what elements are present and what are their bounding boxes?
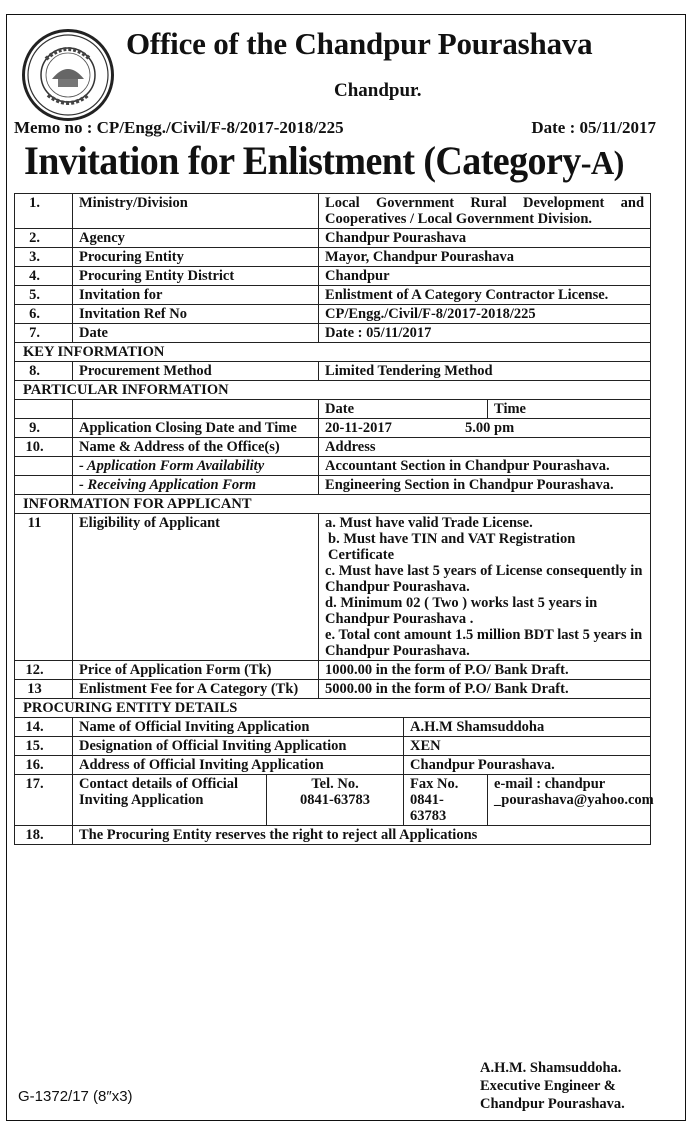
signatory-name: A.H.M. Shamsuddoha. [480,1060,622,1076]
row-label: - Receiving Application Form [73,476,319,495]
invitation-table [14,193,654,845]
signatory-office: Chandpur Pourashava. [480,1096,625,1112]
table-row [15,419,651,438]
row-label: Designation of Official Inviting Application [73,737,404,756]
row-label: - Application Form Availability [73,457,319,476]
row-value: CP/Engg./Civil/F-8/2017-2018/225 [319,305,651,324]
row-label: Procuring Entity [73,248,319,267]
memo-number: Memo no : CP/Engg./Civil/F-8/2017-2018/225 [14,118,344,137]
row-label: Name & Address of the Office(s) [73,438,319,457]
row-value: Limited Tendering Method [319,362,651,381]
closing-date-time [319,419,651,438]
row-value: Mayor, Chandpur Pourashava [319,248,651,267]
section-key-information: KEY INFORMATION [15,343,651,362]
table-row [15,756,651,775]
row-number: 8. [15,362,73,381]
row-number: 3. [15,248,73,267]
row-number: 7. [15,324,73,343]
list-item: b. Must have TIN and VAT Registration Certificate [328,531,576,563]
table-row [15,775,651,826]
row-number: 18. [15,826,73,845]
section-header-row [15,343,651,362]
row-label: Date [73,324,319,343]
row-value: Enlistment of A Category Contractor License. [319,286,651,305]
fax-number: 0841-63783 [410,792,447,824]
row-number: 11 [15,514,73,661]
row-label: Procuring Entity District [73,267,319,286]
signatory-designation: Executive Engineer & [480,1078,616,1094]
row-label: Invitation for [73,286,319,305]
table-row [15,737,651,756]
table-row [15,194,651,229]
row-value: A.H.M Shamsuddoha [404,718,651,737]
table-row [15,661,651,680]
section-procuring-entity-details: PROCURING ENTITY DETAILS [15,699,651,718]
tel-label: Tel. No. [311,776,359,792]
row-value: Local Government Rural Development and Cooperatives / Local Government Division. [319,194,651,229]
list-item: c. Must have last 5 years of License consequently in Chandpur Pourashava. [325,563,643,595]
municipal-seal-icon [22,29,114,121]
table-row [15,476,651,495]
tel-cell [267,775,404,826]
row-number: 13 [15,680,73,699]
row-number: 5. [15,286,73,305]
row-label: Agency [73,229,319,248]
table-row [15,826,651,845]
row-label: Procurement Method [73,362,319,381]
row-number: 15. [15,737,73,756]
section-header-row [15,699,651,718]
fax-label: Fax No. [410,776,459,792]
list-item: a. Must have valid Trade License. [325,515,533,531]
row-number: 10. [15,438,73,457]
row-number: 6. [15,305,73,324]
office-title: Office of the Chandpur Pourashava [126,26,593,61]
closing-time: 5.00 pm [465,420,515,436]
office-subtitle: Chandpur. [334,80,422,101]
govt-ad-code: G-1372/17 (8″x3) [18,1088,133,1105]
date-time-header-row [15,400,651,419]
table-row [15,229,651,248]
row-number: 12. [15,661,73,680]
row-value: Chandpur Pourashava. [404,756,651,775]
table-row [15,680,651,699]
table-row [15,286,651,305]
table-row [15,324,651,343]
row-number: 9. [15,419,73,438]
fax-cell [404,775,488,826]
row-value: Chandpur [319,267,651,286]
row-label: Ministry/Division [73,194,319,229]
row-label: Address of Official Inviting Application [73,756,404,775]
row-value: XEN [404,737,651,756]
row-label: Invitation Ref No [73,305,319,324]
table-row [15,457,651,476]
row-number: 14. [15,718,73,737]
tel-number: 0841-63783 [299,792,371,808]
row-label: Enlistment Fee for A Category (Tk) [73,680,319,699]
signature-block [480,1059,625,1113]
row-number: 17. [15,775,73,826]
row-number: 4. [15,267,73,286]
row-label: Price of Application Form (Tk) [73,661,319,680]
row-number: 1. [15,194,73,229]
row-value: Accountant Section in Chandpur Pourashava. [319,457,651,476]
section-header-row [15,495,651,514]
date-column-header: Date [319,400,488,419]
row-text: The Procuring Entity reserves the right to reject all Applications [73,826,651,845]
row-value: Engineering Section in Chandpur Pourashava. [319,476,651,495]
table-row [15,248,651,267]
row-value: Chandpur Pourashava [319,229,651,248]
row-number: 2. [15,229,73,248]
row-label: Eligibility of Applicant [73,514,319,661]
row-label: Name of Official Inviting Application [73,718,404,737]
section-particular-information: PARTICULAR INFORMATION [15,381,651,400]
table-row [15,305,651,324]
table-row [15,438,651,457]
row-value: 1000.00 in the form of P.O/ Bank Draft. [319,661,651,680]
row-label: Application Closing Date and Time [73,419,319,438]
section-applicant-information: INFORMATION FOR APPLICANT [15,495,651,514]
eligibility-list [319,514,651,661]
table-row [15,267,651,286]
closing-date: 20-11-2017 [325,420,392,436]
time-column-header: Time [488,400,651,419]
memo-date: Date : 05/11/2017 [531,118,656,137]
row-value: Date : 05/11/2017 [319,324,651,343]
row-number: 16. [15,756,73,775]
email-cell: e-mail : chandpur _pourashava@yahoo.com [488,775,651,826]
section-header-row [15,381,651,400]
headline-suffix: -A) [580,145,624,182]
row-label: Contact details of Official Inviting Application [73,775,267,826]
invitation-headline [24,137,624,184]
table-row [15,718,651,737]
table-row [15,514,651,661]
row-value: Address [319,438,651,457]
list-item: d. Minimum 02 ( Two ) works last 5 years in Chandpur Pourashava . [325,595,598,627]
list-item: e. Total cont amount 1.5 million BDT last 5 years in Chandpur Pourashava. [325,627,643,659]
headline-main: Invitation for Enlistment (Category [24,138,581,183]
table-row [15,362,651,381]
row-value: 5000.00 in the form of P.O/ Bank Draft. [319,680,651,699]
